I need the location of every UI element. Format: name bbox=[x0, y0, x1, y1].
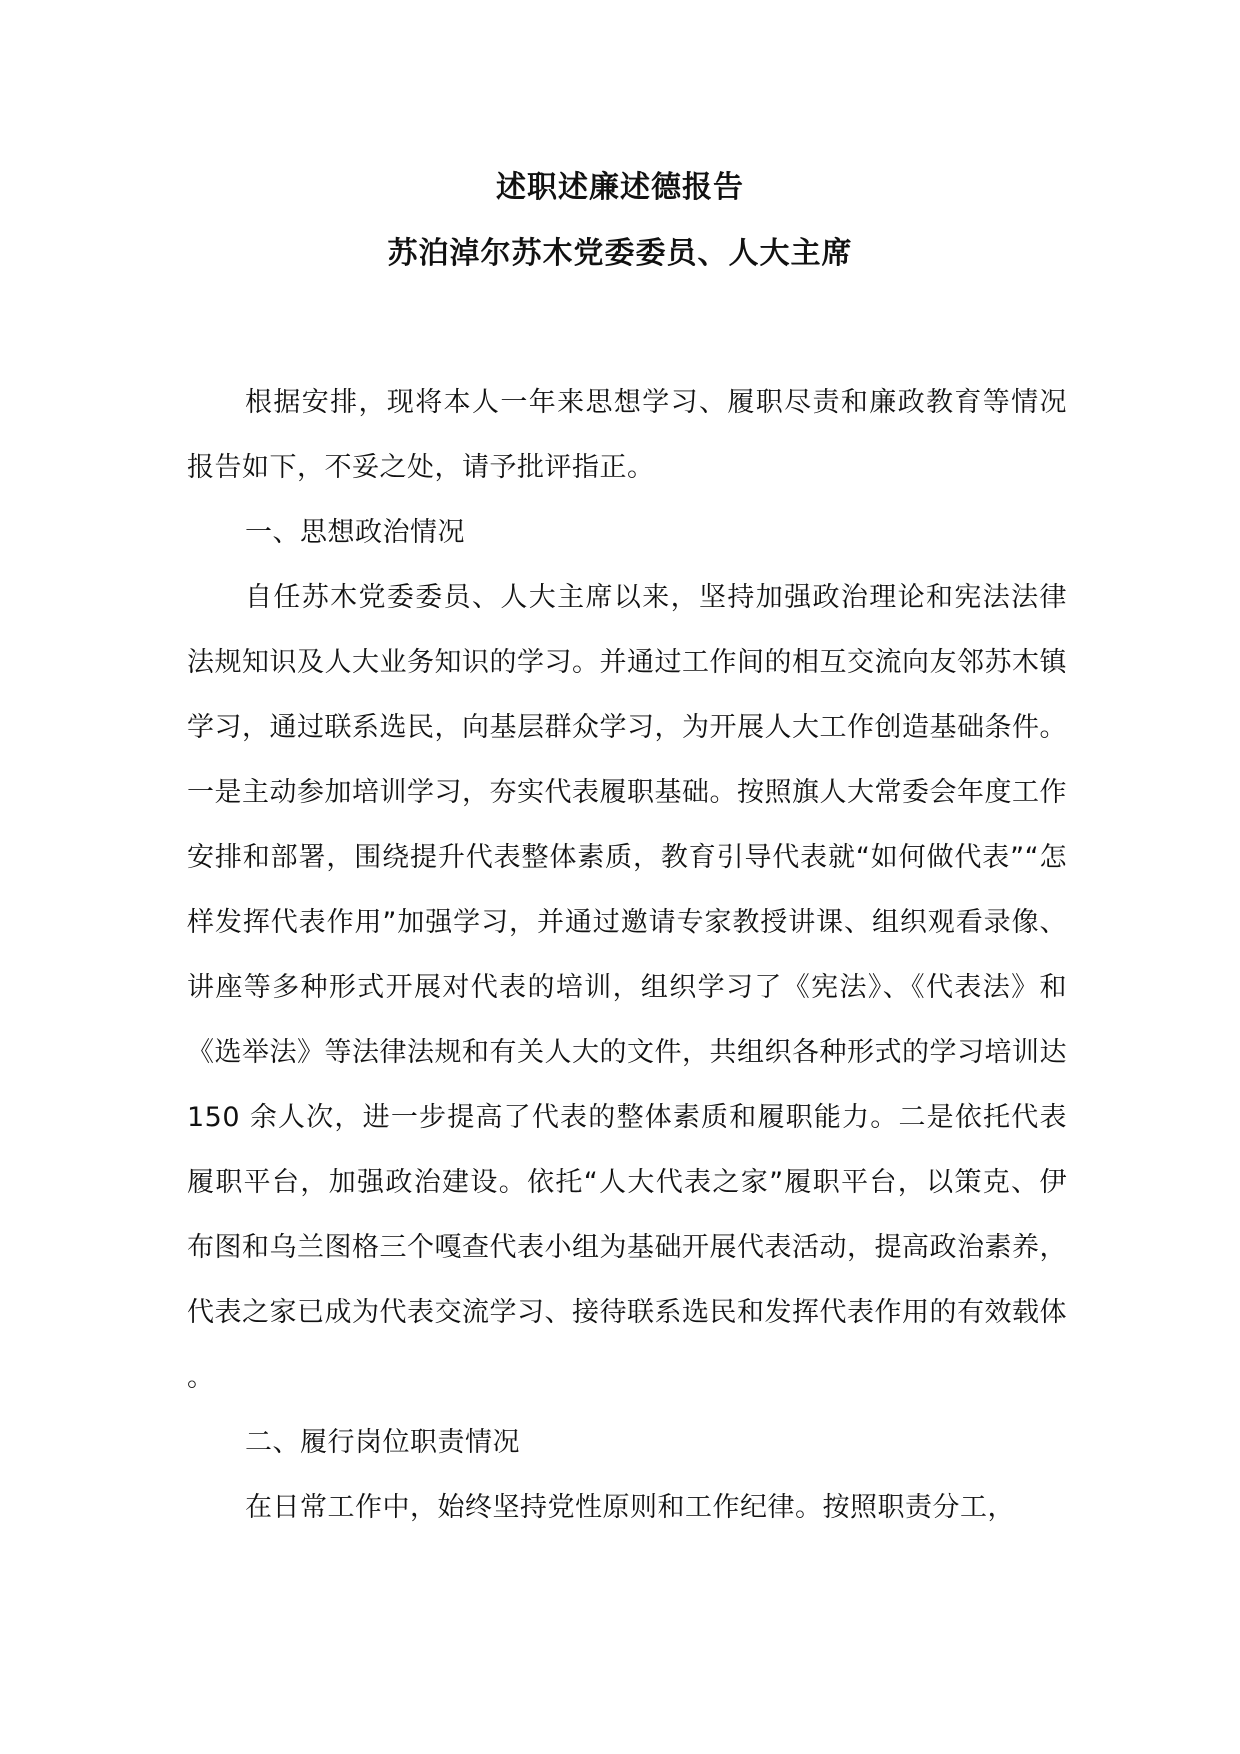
paragraph-section-2: 在日常工作中，始终坚持党性原则和工作纪律。按照职责分工， bbox=[245, 1492, 1015, 1523]
paragraph-section-1: 自任苏木党委委员、人大主席以来，坚持加强政治理论和宪法法律法规知识及人大业务知识的学习。并通过工作间的相互交流向友邻苏木镇学习，通过联系选民，向基层群众学习，为开展人大工作创造基础条件。一是主动参加培训学习，夯实代表履职基础。按照旗人大常委会年度工作安排和部署，围绕提升代表整体素质，教育引导代表就“如何做代表”“怎样发挥代表作用”加强学习，并通过邀请专家教授讲课、组织观看录像、讲座等多种形式开展对代表的培训，组织学习了《宪法》、《代表法》和《选举法》等法律法规和有关人大的文件，共组织各种形式的学习培训达 150 余人次，进一步提高了代表的整体素质和履职能力。二是依托代表履职平台，加强政治建设。依托“人大代表之家”履职平台，以策克、伊布图和乌兰图格三个嘎查代表小组为基础开展代表活动，提高政治素养，代表之家已成为代表交流学习、接待联系选民和发挥代表作用的有效载体。 bbox=[187, 582, 1067, 1393]
document-body bbox=[187, 370, 1067, 1540]
section-heading-2: 二、履行岗位职责情况 bbox=[245, 1427, 520, 1458]
document-title: 述职述廉述德报告 bbox=[496, 170, 744, 205]
title-block bbox=[0, 170, 1240, 272]
section-heading-1: 一、思想政治情况 bbox=[245, 517, 465, 548]
document-subtitle: 苏泊淖尔苏木党委委员、人大主席 bbox=[387, 236, 853, 271]
paragraph-intro: 根据安排，现将本人一年来思想学习、履职尽责和廉政教育等情况报告如下，不妥之处，请予批评指正。 bbox=[187, 387, 1067, 483]
